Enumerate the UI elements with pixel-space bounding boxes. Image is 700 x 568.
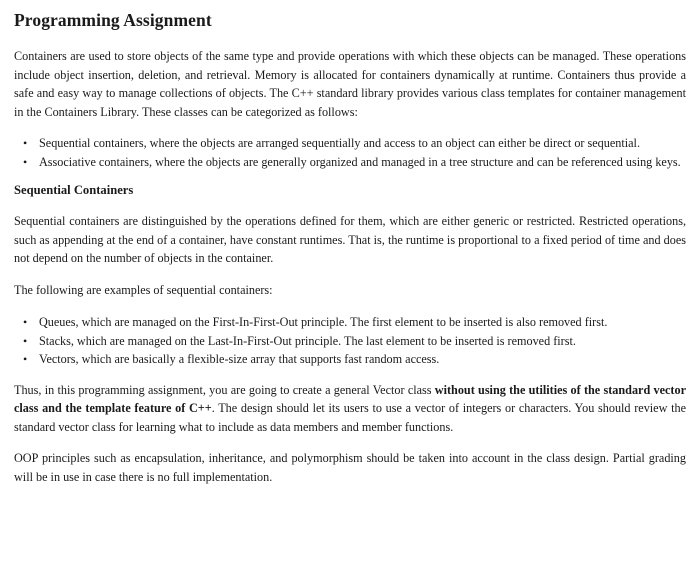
examples-list bbox=[14, 313, 686, 369]
intro-paragraph: Containers are used to store objects of the same type and provide operations with which these objects can be managed. These operations include object insertion, deletion, and retrieval. Memory is allocated for containers dynamically at runtime. Containers thus provide a safe and easy way to manage collections of objects. The C++ standard library provides various class templates for container management in the Containers Library. These classes can be categorized as follows: bbox=[14, 49, 686, 119]
list-item bbox=[23, 153, 686, 172]
bullet-icon: • bbox=[23, 315, 28, 329]
list-item-text: Associative containers, where the objects are generally organized and managed in a tree structure and can be referenced using keys. bbox=[39, 154, 681, 169]
section-heading: Sequential Containers bbox=[14, 183, 134, 197]
assignment-text-start: Thus, in this programming assignment, you are going to create a general Vector class bbox=[14, 382, 435, 397]
list-item bbox=[23, 134, 686, 153]
bullet-icon: • bbox=[23, 333, 28, 348]
page-title: Programming Assignment bbox=[14, 10, 212, 30]
bullet-icon: • bbox=[23, 136, 28, 150]
list-item-text: Stacks, which are managed on the Last-In-First-Out principle. The last element to be inserted is removed first. bbox=[39, 333, 576, 348]
list-item bbox=[23, 332, 686, 351]
oop-paragraph: OOP principles such as encapsulation, inheritance, and polymorphism should be taken into account in the class design. Partial grading will be in use in case there is no full implementation. bbox=[14, 451, 686, 484]
assignment-paragraph bbox=[14, 381, 686, 437]
list-item-text: Vectors, which are basically a flexible-size array that supports fast random access. bbox=[39, 352, 440, 366]
assignment-bold-requirement: without using the utilities of the standard vector class and the template feature of C++ bbox=[14, 382, 686, 415]
bullet-icon: • bbox=[23, 154, 28, 169]
examples-intro: The following are examples of sequential containers: bbox=[14, 282, 273, 297]
sequential-paragraph: Sequential containers are distinguished by the operations defined for them, which are either generic or restricted. Restricted operations, such as appending at the end of a container, have constant runtimes. That is, the runtime is proportional to a fixed period of time and does not depend on the number of objects in the container. bbox=[14, 214, 686, 265]
assignment-text-end: . The design should let its users to use a vector of integers or characters. You should review the standard vector class for learning what to include as data members and member functions. bbox=[14, 401, 686, 434]
list-item bbox=[23, 350, 686, 369]
list-item bbox=[23, 313, 686, 332]
list-item-text: Sequential containers, where the objects are arranged sequentially and access to an object can either be direct or sequential. bbox=[39, 136, 640, 150]
container-categories-list bbox=[14, 134, 686, 171]
list-item-text: Queues, which are managed on the First-In-First-Out principle. The first element to be inserted is also removed first. bbox=[39, 315, 608, 329]
bullet-icon: • bbox=[23, 352, 28, 366]
